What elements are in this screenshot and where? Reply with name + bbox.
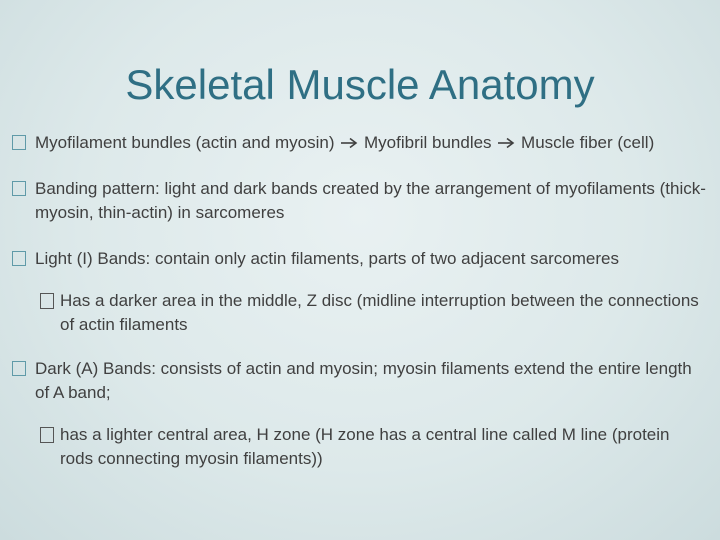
sub-bullet-item-3 (40, 289, 706, 337)
right-arrow-icon (497, 137, 515, 149)
bullet-box-icon (40, 293, 54, 309)
sub-bullet-3-text: Has a darker area in the middle, Z disc (midline interruption between the connections of actin filaments (60, 291, 699, 334)
bullet-box-icon (40, 427, 54, 443)
bullet-item-3 (12, 247, 706, 271)
sub-bullet-4-text: has a lighter central area, H zone (H zone has a central line called M line (protein rods connecting myosin filaments)) (60, 425, 670, 468)
bullet-box-icon (12, 361, 26, 376)
bullet-box-icon (12, 135, 26, 150)
bullet-2-text: Banding pattern: light and dark bands created by the arrangement of myofilaments (thick-myosin, thin-actin) in sarcomeres (35, 179, 706, 222)
bullet-1-part3: Muscle fiber (cell) (521, 133, 655, 152)
sub-bullet-item-4 (40, 423, 706, 471)
bullet-item-1 (12, 131, 706, 155)
bullet-box-icon (12, 251, 26, 266)
bullet-1-part1: Myofilament bundles (actin and myosin) (35, 133, 335, 152)
bullet-item-4 (12, 357, 706, 405)
bullet-1-part2: Myofibril bundles (364, 133, 492, 152)
bullet-item-2 (12, 177, 706, 225)
bullet-3-text: Light (I) Bands: contain only actin filaments, parts of two adjacent sarcomeres (35, 249, 619, 268)
bullet-4-text: Dark (A) Bands: consists of actin and myosin; myosin filaments extend the entire length of A band; (35, 359, 692, 402)
slide-title: Skeletal Muscle Anatomy (125, 61, 595, 108)
bullet-box-icon (12, 181, 26, 196)
slide-content (12, 131, 706, 491)
right-arrow-icon (340, 137, 358, 149)
